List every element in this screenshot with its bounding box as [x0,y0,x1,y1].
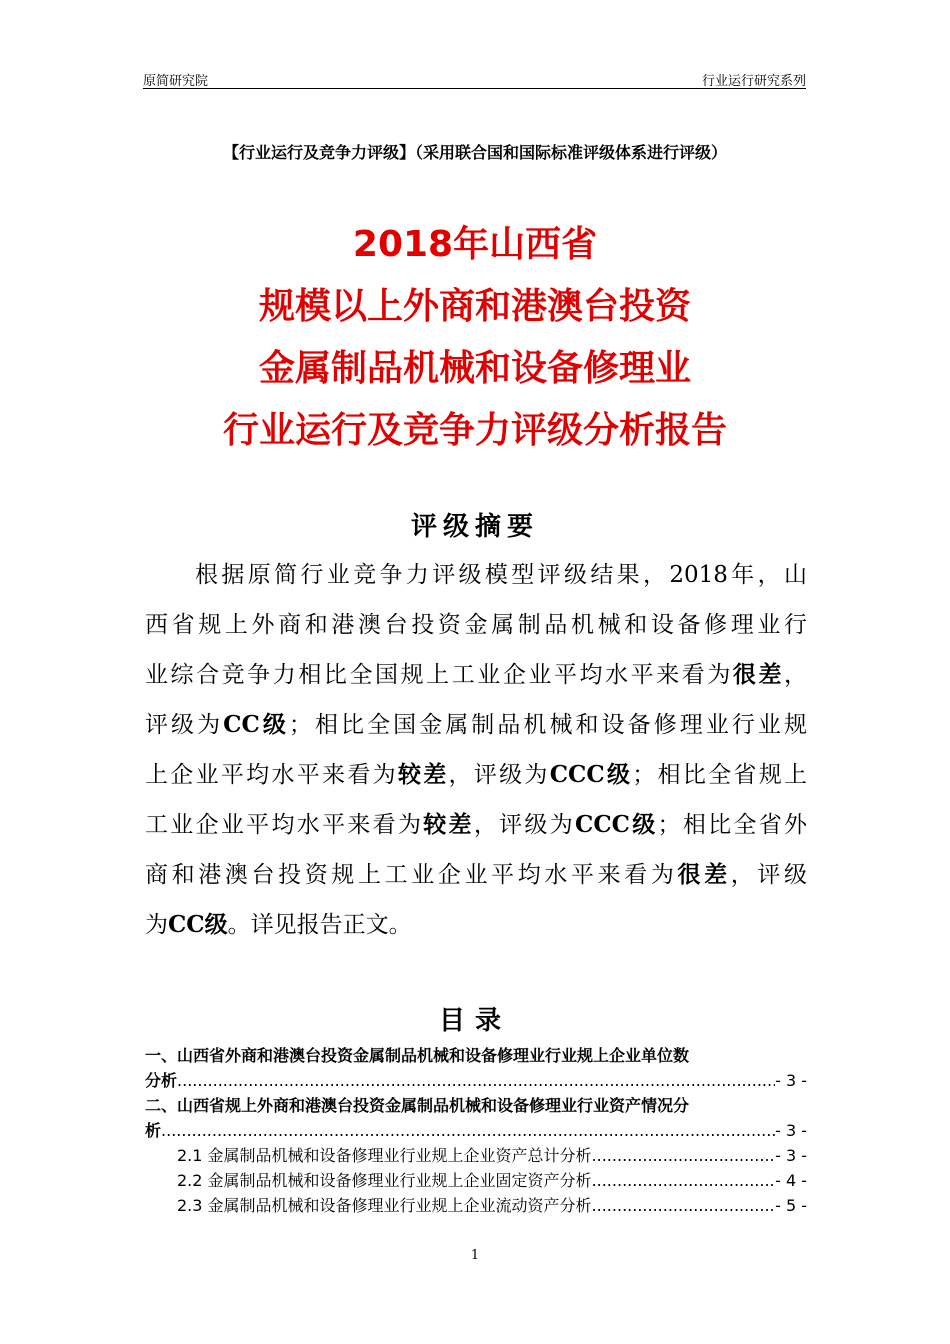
summary-text: ，评级 [730,862,807,888]
toc-page[interactable]: - 4 - [775,1171,807,1190]
rating-emphasis: CC级 [223,711,289,738]
toc-page[interactable]: - 3 - [775,1121,807,1140]
tagline: 【行业运行及竞争力评级】（采用联合国和国际标准评级体系进行评级） [222,143,727,162]
toc-entry[interactable] [145,1168,807,1193]
rating-emphasis: CCC级 [575,811,658,838]
rating-emphasis: 很差 [732,661,785,688]
summary-line [145,850,807,900]
summary-text: ；相比全国金属制品机械和设备修理业行业规 [288,712,807,738]
summary-line [145,800,807,850]
toc-entry[interactable] [145,1143,807,1168]
toc-leader [592,1168,776,1193]
table-of-contents [145,1043,807,1218]
summary-text: ；相比全省外 [657,812,808,838]
toc-entry[interactable] [145,1193,807,1218]
toc-entry-text[interactable]: 二、山西省规上外商和港澳台投资金属制品机械和设备修理业行业资产情况分 [145,1096,690,1115]
toc-page[interactable]: - 3 - [775,1146,807,1165]
toc-entry[interactable] [145,1093,807,1118]
toc-page[interactable]: - 5 - [775,1196,807,1215]
toc-entry[interactable] [145,1118,807,1143]
page-header [143,68,806,89]
title-line: 金属制品机械和设备修理业 [258,348,691,389]
summary-text: 上企业平均水平来看为 [145,762,398,788]
rating-emphasis: CC级 [168,911,228,938]
rating-emphasis: 较差 [423,811,474,838]
summary-text: ；相比全省规上 [632,762,808,788]
summary-text: 评级为 [145,712,224,738]
title-line: 2018年山西省 [352,224,598,265]
toc-leader [592,1143,776,1168]
summary-line [145,550,807,600]
rating-emphasis: 较差 [397,761,449,788]
page-number: 1 [470,1248,480,1263]
rating-emphasis: 很差 [677,861,731,888]
toc-entry[interactable] [145,1068,807,1093]
title-line: 规模以上外商和港澳台投资 [258,286,691,327]
toc-leader [592,1193,776,1218]
header-right: 行业运行研究系列 [701,74,806,89]
summary-text: ，评级为 [448,762,550,788]
toc-entry-text[interactable]: 2.3 金属制品机械和设备修理业行业规上企业流动资产分析 [177,1196,592,1215]
toc-entry-text[interactable]: 分析 [145,1071,178,1090]
summary-paragraph [145,550,807,950]
toc-leader [161,1118,775,1143]
rating-emphasis: CCC级 [549,761,633,788]
summary-text: ， [784,662,808,688]
toc-entry[interactable] [145,1043,807,1068]
summary-text: 业综合竞争力相比全国规上工业企业平均水平来看为 [145,662,733,688]
toc-leader [177,1068,775,1093]
summary-text: 。详见报告正文。 [227,912,412,938]
report-title [0,214,950,462]
toc-entry-text[interactable]: 一、山西省外商和港澳台投资金属制品机械和设备修理业行业规上企业单位数 [145,1046,690,1065]
header-left: 原简研究院 [143,74,209,89]
summary-line [145,600,807,650]
summary-heading: 评级摘要 [410,512,539,542]
summary-line [145,650,807,700]
summary-text: 西省规上外商和港澳台投资金属制品机械和设备修理业行 [145,612,807,638]
summary-text: ，评级为 [473,812,576,838]
toc-entry-text[interactable]: 析 [145,1121,162,1140]
summary-text: 工业企业平均水平来看为 [145,812,424,838]
summary-text: 商和港澳台投资规上工业企业平均水平来看为 [145,862,678,888]
summary-line [145,700,807,750]
summary-text: 根据原简行业竞争力评级模型评级结果，2018年，山 [195,562,807,588]
summary-text: 为 [145,912,168,938]
title-line: 行业运行及竞争力评级分析报告 [222,410,727,451]
summary-line [145,900,807,950]
summary-line [145,750,807,800]
toc-entry-text[interactable]: 2.1 金属制品机械和设备修理业行业规上企业资产总计分析 [177,1146,592,1165]
toc-entry-text[interactable]: 2.2 金属制品机械和设备修理业行业规上企业固定资产分析 [177,1171,592,1190]
toc-heading: 目录 [438,1006,511,1036]
toc-page[interactable]: - 3 - [775,1071,807,1090]
